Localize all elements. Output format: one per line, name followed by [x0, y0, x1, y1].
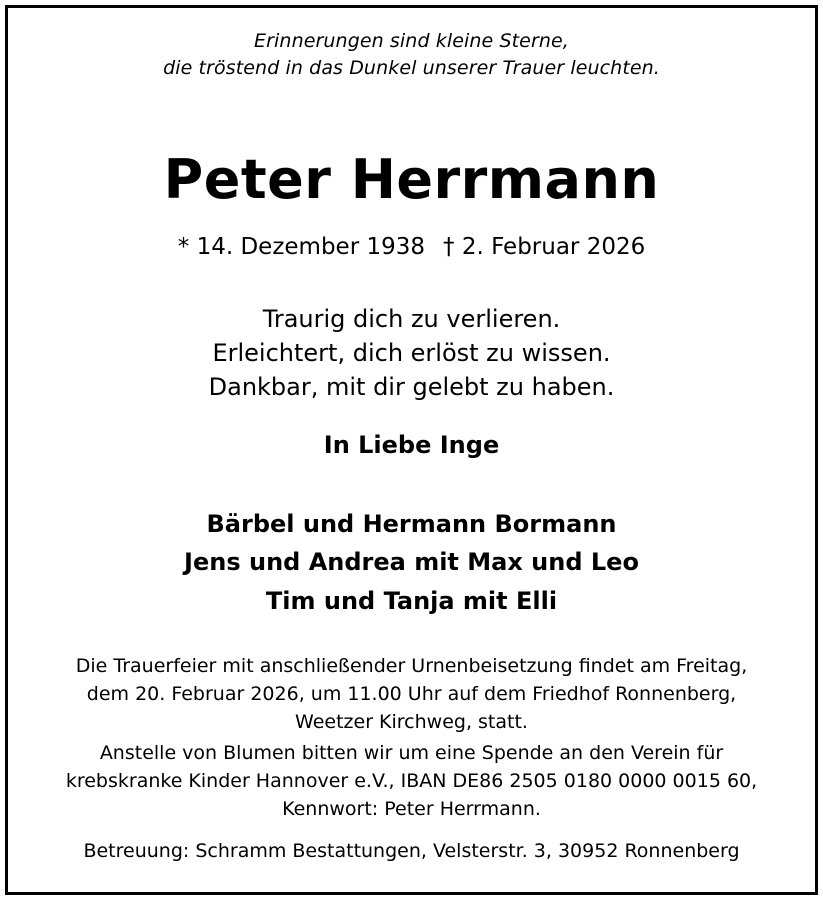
verse-line-2: Erleichtert, dich erlöst zu wissen. [212, 339, 611, 367]
life-dates [0, 236, 823, 259]
family-line-3: Tim und Tanja mit Elli [265, 587, 558, 615]
undertaker-info: Betreuung: Schramm Bestattungen, Velsterstr. 3, 30952 Ronnenberg [83, 840, 740, 862]
ceremony-line-3: Weetzer Kirchweg, statt. [295, 711, 528, 733]
ceremony-line-1: Die Trauerfeier mit anschließender Urnenbeisetzung findet am Freitag, [75, 655, 748, 677]
death-date: † 2. Februar 2026 [443, 234, 646, 260]
donation-line-2: krebskranke Kinder Hannover e.V., IBAN DE86 2505 0180 0000 0015 60, [65, 770, 758, 792]
motto-line-1: Erinnerungen sind kleine Sterne, [254, 30, 569, 52]
family-line-1: Bärbel und Hermann Bormann [206, 510, 617, 538]
birth-date: * 14. Dezember 1938 [177, 234, 426, 260]
verse-line-3: Dankbar, mit dir gelebt zu haben. [208, 373, 615, 401]
deceased-name: Peter Herrmann [163, 148, 660, 211]
family-line-2: Jens und Andrea mit Max und Leo [184, 548, 639, 576]
ceremony-line-2: dem 20. Februar 2026, um 11.00 Uhr auf dem Friedhof Ronnenberg, [86, 683, 737, 705]
donation-line-3: Kennwort: Peter Herrmann. [282, 798, 541, 820]
spouse-signature: In Liebe Inge [323, 431, 500, 459]
motto-line-2: die tröstend in das Dunkel unserer Trauer leuchten. [163, 57, 660, 79]
donation-line-1: Anstelle von Blumen bitten wir um eine Spende an den Verein für [99, 742, 724, 764]
verse-line-1: Traurig dich zu verlieren. [262, 305, 561, 333]
